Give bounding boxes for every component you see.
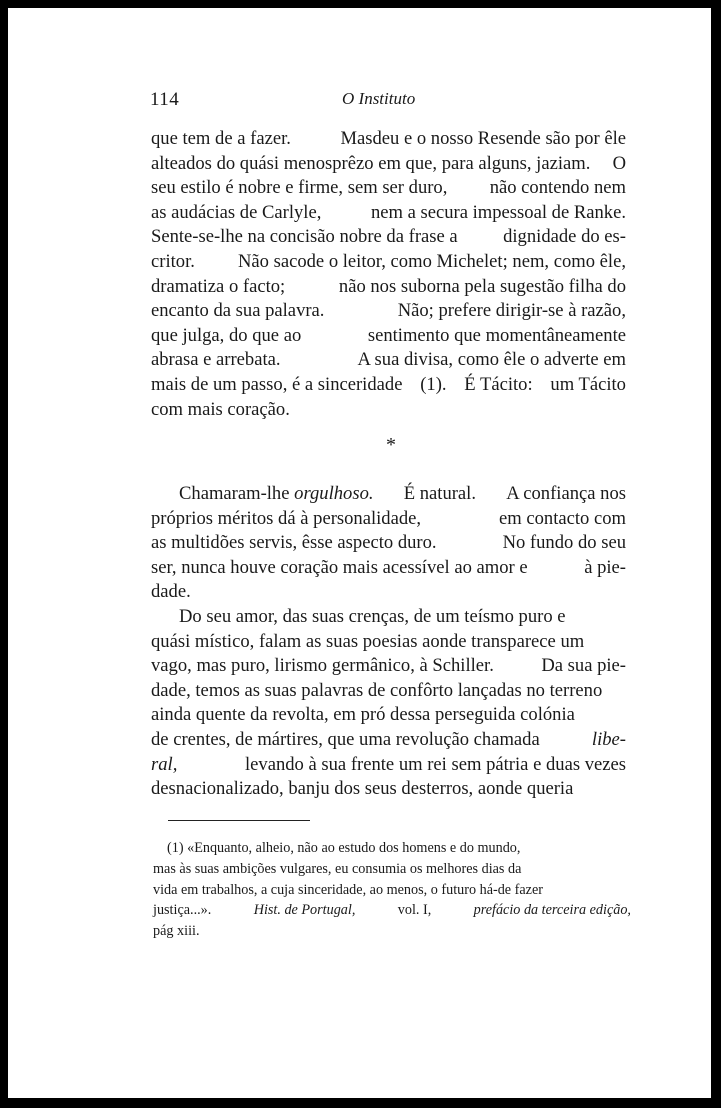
text-line: seu estilo é nobre e firme, sem ser duro, não contendo nem: [151, 177, 626, 199]
text-line: que tem de a fazer. Masdeu e o nosso Resende são por êle: [151, 128, 626, 149]
text-line: ral, levando à sua frente um rei sem pátria e duas vezes: [151, 753, 626, 775]
text-line: encanto da sua palavra. Não; prefere dirigir-se à razão,: [151, 300, 626, 322]
text-line: que julga, do que ao sentimento que momentâneamente: [151, 324, 626, 346]
text-line: alteados do quási menosprêzo em que, para alguns, jaziam. O: [151, 152, 626, 174]
text-line: as multidões servis, êsse aspecto duro. No fundo do seu: [151, 532, 626, 554]
footnote-line: justiça...». Hist. de Portugal, vol. I, prefácio da terceira edição,: [153, 902, 631, 919]
text-line: abrasa e arrebata. A sua divisa, como êle o adverte em: [151, 349, 626, 371]
footnote-line: mas às suas ambições vulgares, eu consumia os melhores dias da: [153, 860, 522, 877]
text-line: Chamaram-lhe orgulhoso. É natural. A confiança nos: [179, 483, 626, 504]
page-number: 114: [150, 89, 180, 110]
text-line: dade, temos as suas palavras de confôrto lançadas no terreno: [151, 679, 603, 701]
text-line: as audácias de Carlyle, nem a secura impessoal de Ranke.: [151, 201, 626, 223]
text-line: Do seu amor, das suas crenças, de um teísmo puro e: [179, 605, 566, 627]
footnote-divider: [168, 820, 310, 821]
text-line: próprios méritos dá à personalidade, em contacto com: [151, 507, 626, 529]
footnote-line: (1) «Enquanto, alheio, não ao estudo dos homens e do mundo,: [167, 840, 521, 856]
paragraph-2-3: [151, 482, 626, 802]
footnote-line: pág xiii.: [153, 923, 200, 940]
text-line: Sente-se-lhe na concisão nobre da frase a dignidade do es-: [151, 226, 626, 248]
text-line: com mais coração.: [151, 398, 290, 420]
text-line: mais de um passo, é a sinceridade (1). É Tácito: um Tácito: [151, 373, 626, 398]
text-line: dade.: [151, 581, 191, 603]
footnote-ref: (1).: [420, 373, 447, 395]
text-line: quási místico, falam as suas poesias aonde transparece um: [151, 630, 585, 652]
text-line: dramatiza o facto; não nos suborna pela sugestão filha do: [151, 275, 626, 297]
book-page: [8, 8, 711, 1098]
paragraph-1: [151, 127, 626, 422]
text-line: desnacionalizado, banju dos seus desterros, aonde queria: [151, 778, 574, 800]
section-separator: *: [386, 434, 396, 456]
text-line: ainda quente da revolta, em pró dessa perseguida colónia: [151, 704, 575, 726]
running-title: O Instituto: [342, 89, 416, 108]
text-line: critor. Não sacode o leitor, como Michelet; nem, como êle,: [151, 250, 626, 272]
footnote-marker: (1): [167, 840, 184, 856]
text-line: vago, mas puro, lirismo germânico, à Schiller. Da sua pie-: [151, 655, 626, 677]
text-line: ser, nunca houve coração mais acessível ao amor e à pie-: [151, 556, 626, 578]
page-header: [8, 89, 711, 119]
footnote-line: vida em trabalhos, a cuja sinceridade, ao menos, o futuro há-de fazer: [153, 881, 543, 898]
footnote: [153, 838, 631, 942]
text-line: de crentes, de mártires, que uma revolução chamada libe-: [151, 728, 626, 750]
